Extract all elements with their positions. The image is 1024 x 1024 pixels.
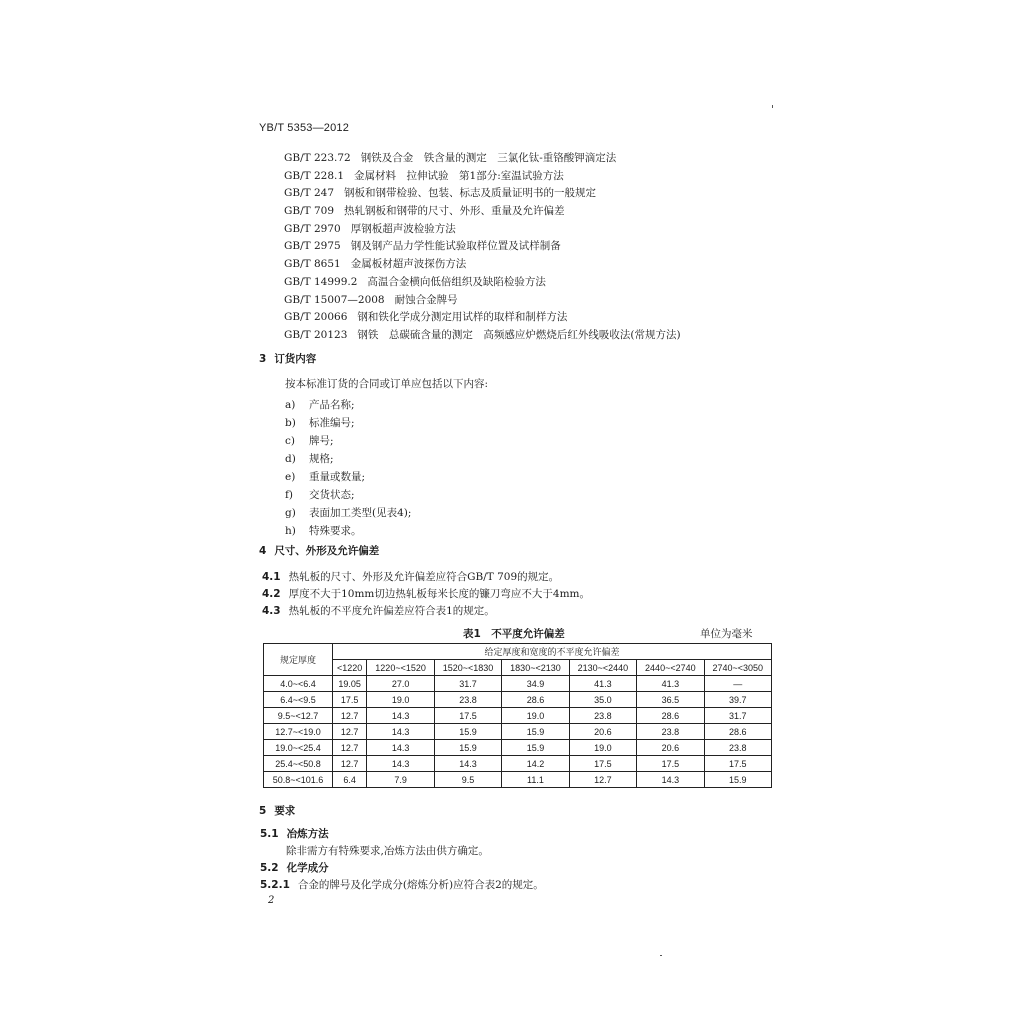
table-cell: 15.9: [502, 740, 569, 756]
section-4-heading: [259, 544, 379, 558]
order-item-text: 牌号;: [309, 435, 334, 447]
reference-code: GB/T 223.72: [284, 152, 351, 164]
order-item-text: 表面加工类型(见表4);: [309, 507, 412, 519]
order-item-text: 规格;: [309, 453, 334, 465]
table-cell: 14.3: [367, 756, 434, 772]
order-item: [285, 396, 411, 414]
table-cell: 12.7: [333, 708, 367, 724]
table-cell: 23.8: [434, 692, 501, 708]
section-number: 5.2: [260, 862, 279, 874]
order-item-text: 交货状态;: [309, 489, 355, 501]
clause-text: 合金的牌号及化学成分(熔炼分析)应符合表2的规定。: [297, 879, 544, 891]
order-item-label: h): [285, 525, 296, 537]
table-cell: 11.1: [502, 772, 569, 788]
table-cell: 15.9: [434, 724, 501, 740]
table-row: [264, 756, 772, 772]
subsection-5-2-heading: [260, 861, 329, 875]
reference-title: 钢和铁化学成分测定用试样的取样和制样方法: [357, 311, 568, 324]
table-row: [264, 772, 772, 788]
order-item: [285, 522, 411, 540]
table-row: [264, 676, 772, 692]
order-item-label: g): [285, 507, 296, 519]
table-row: [264, 708, 772, 724]
reference-title: 高温合金横向低倍组织及缺陷检验方法: [367, 275, 546, 288]
row-label: 9.5~<12.7: [264, 708, 333, 724]
reference-item: [284, 150, 681, 168]
clause-text: 厚度不大于10mm切边热轧板每米长度的镰刀弯应不大于4mm。: [288, 588, 590, 600]
table-cell: 14.3: [367, 708, 434, 724]
table-cell: 17.5: [569, 756, 636, 772]
table-cell: 9.5: [434, 772, 501, 788]
table-unit: 单位为毫米: [700, 628, 753, 640]
table-cell: 12.7: [569, 772, 636, 788]
table-column-header: 1520~<1830: [434, 660, 501, 676]
reference-title: 钢铁及合金 铁含量的测定 三氯化钛-重铬酸钾滴定法: [360, 152, 617, 164]
section-title: 要求: [274, 805, 296, 817]
table-cell: 28.6: [637, 708, 704, 724]
order-item-label: f): [285, 489, 293, 501]
clause-text: 热轧板的尺寸、外形及允许偏差应符合GB/T 709的规定。: [288, 571, 560, 583]
reference-code: GB/T 20123: [284, 328, 348, 341]
reference-item: [284, 221, 681, 239]
table-cell: 20.6: [637, 740, 704, 756]
reference-item: [284, 185, 681, 203]
order-item: [285, 468, 411, 486]
table-cell: 35.0: [569, 692, 636, 708]
table-cell: 20.6: [569, 724, 636, 740]
section-5-heading: [259, 804, 295, 818]
clause-number: 4.1: [262, 571, 281, 583]
table-cell: 7.9: [367, 772, 434, 788]
reference-item: [284, 292, 681, 310]
table-column-header: 1830~<2130: [502, 660, 569, 676]
section-3-intro: 按本标准订货的合同或订单应包括以下内容:: [285, 378, 489, 390]
clause-5-2-1: [260, 878, 544, 892]
table-cell: 23.8: [569, 708, 636, 724]
reference-code: GB/T 247: [284, 187, 335, 200]
row-label: 19.0~<25.4: [264, 740, 333, 756]
table-column-headers: [264, 660, 772, 676]
table-cell: 19.05: [333, 676, 367, 692]
table-cell: 19.0: [502, 708, 569, 724]
table-row: [264, 692, 772, 708]
flatness-tolerance-table: [263, 643, 772, 788]
scan-speck: [772, 105, 773, 108]
table-cell: 28.6: [704, 724, 771, 740]
table-cell: 15.9: [434, 740, 501, 756]
table-row-header: 规定厚度: [264, 644, 333, 676]
section-number: 5.1: [260, 828, 279, 840]
reference-code: GB/T 2970: [284, 222, 341, 235]
order-item-label: c): [285, 435, 295, 447]
table-group-header: 给定厚度和宽度的不平度允许偏差: [333, 644, 772, 660]
table-cell: 17.5: [637, 756, 704, 772]
order-item-label: e): [285, 471, 296, 483]
table-cell: 6.4: [333, 772, 367, 788]
order-item-text: 重量或数量;: [309, 471, 366, 483]
table-cell: 15.9: [502, 724, 569, 740]
order-item: [285, 486, 411, 504]
table-cell: 31.7: [434, 676, 501, 692]
row-label: 25.4~<50.8: [264, 756, 333, 772]
order-item-label: b): [285, 417, 296, 429]
table-cell: 23.8: [637, 724, 704, 740]
table-cell: 12.7: [333, 756, 367, 772]
reference-title: 耐蚀合金牌号: [394, 293, 458, 306]
clause-4-3: [262, 604, 495, 618]
table-cell: 23.8: [704, 740, 771, 756]
clause-4-2: [262, 587, 590, 601]
table-cell: 17.5: [704, 756, 771, 772]
subsection-5-1-heading: [260, 827, 329, 841]
order-content-list: [285, 396, 411, 540]
section-number: 5: [259, 805, 267, 817]
reference-title: 钢铁 总碳硫含量的测定 高频感应炉燃烧后红外线吸收法(常规方法): [357, 328, 681, 341]
order-item: [285, 450, 411, 468]
clause-number: 5.2.1: [260, 879, 290, 891]
table-cell: 39.7: [704, 692, 771, 708]
reference-code: GB/T 8651: [284, 258, 341, 271]
order-item: [285, 504, 411, 522]
table-cell: 14.3: [367, 740, 434, 756]
table-cell: 41.3: [569, 676, 636, 692]
reference-item: [284, 256, 681, 274]
table-column-header: 2740~<3050: [704, 660, 771, 676]
reference-code: GB/T 14999.2: [284, 275, 358, 288]
section-title: 冶炼方法: [286, 828, 329, 840]
reference-code: GB/T 15007—2008: [284, 293, 385, 306]
order-item-text: 产品名称;: [309, 399, 355, 411]
table-cell: —: [704, 676, 771, 692]
reference-item: [284, 203, 681, 221]
order-item-text: 特殊要求。: [309, 525, 362, 537]
table-cell: 36.5: [637, 692, 704, 708]
order-item: [285, 414, 411, 432]
order-item-label: a): [285, 399, 296, 411]
standard-header: YB/T 5353—2012: [259, 122, 350, 134]
reference-code: GB/T 2975: [284, 240, 341, 253]
page-number: 2: [268, 895, 275, 906]
reference-code: GB/T 709: [284, 205, 335, 218]
section-number: 4: [259, 545, 267, 557]
table-cell: 14.2: [502, 756, 569, 772]
row-label: 12.7~<19.0: [264, 724, 333, 740]
table-cell: 19.0: [367, 692, 434, 708]
table-body: [264, 676, 772, 788]
table-cell: 14.3: [367, 724, 434, 740]
reference-item: [284, 168, 681, 186]
table-cell: 19.0: [569, 740, 636, 756]
table-cell: 41.3: [637, 676, 704, 692]
section-3-heading: [259, 352, 316, 366]
row-label: 4.0~<6.4: [264, 676, 333, 692]
table-column-header: 2440~<2740: [637, 660, 704, 676]
reference-title: 钢及钢产品力学性能试验取样位置及试样制备: [350, 240, 561, 253]
order-item-label: d): [285, 453, 296, 465]
scan-speck: [660, 955, 662, 956]
row-label: 6.4~<9.5: [264, 692, 333, 708]
table-caption: 表1 不平度允许偏差: [463, 628, 565, 640]
table-cell: 14.3: [434, 756, 501, 772]
reference-title: 热轧钢板和钢带的尺寸、外形、重量及允许偏差: [344, 205, 565, 218]
reference-title: 金属板材超声波探伤方法: [350, 258, 467, 271]
table-column-header: 1220~<1520: [367, 660, 434, 676]
subsection-5-1-text: 除非需方有特殊要求,冶炼方法由供方确定。: [286, 845, 489, 857]
section-title: 尺寸、外形及允许偏差: [274, 545, 380, 557]
table-column-header: 2130~<2440: [569, 660, 636, 676]
section-title: 订货内容: [274, 353, 317, 365]
reference-title: 厚钢板超声波检验方法: [350, 222, 456, 235]
reference-code: GB/T 20066: [284, 311, 348, 324]
table-cell: 14.3: [637, 772, 704, 788]
section-number: 3: [259, 353, 267, 365]
table-cell: 12.7: [333, 724, 367, 740]
normative-references-list: [284, 150, 681, 345]
order-item-text: 标准编号;: [309, 417, 355, 429]
table-column-header: <1220: [333, 660, 367, 676]
clause-number: 4.2: [262, 588, 281, 600]
table-cell: 28.6: [502, 692, 569, 708]
table-cell: 31.7: [704, 708, 771, 724]
reference-item: [284, 274, 681, 292]
clause-4-1: [262, 570, 559, 584]
reference-item: [284, 309, 681, 327]
row-label: 50.8~<101.6: [264, 772, 333, 788]
reference-code: GB/T 228.1: [284, 169, 345, 182]
clause-number: 4.3: [262, 605, 281, 617]
table-cell: 27.0: [367, 676, 434, 692]
reference-item: [284, 327, 681, 345]
table-cell: 12.7: [333, 740, 367, 756]
clause-text: 热轧板的不平度允许偏差应符合表1的规定。: [288, 605, 495, 617]
reference-item: [284, 238, 681, 256]
table-row: [264, 740, 772, 756]
table-cell: 17.5: [333, 692, 367, 708]
table-cell: 17.5: [434, 708, 501, 724]
order-item: [285, 432, 411, 450]
section-title: 化学成分: [286, 862, 329, 874]
table-row: [264, 724, 772, 740]
reference-title: 金属材料 拉伸试验 第1部分:室温试验方法: [354, 169, 564, 182]
table-cell: 34.9: [502, 676, 569, 692]
table-cell: 15.9: [704, 772, 771, 788]
reference-title: 钢板和钢带检验、包装、标志及质量证明书的一般规定: [344, 187, 597, 200]
